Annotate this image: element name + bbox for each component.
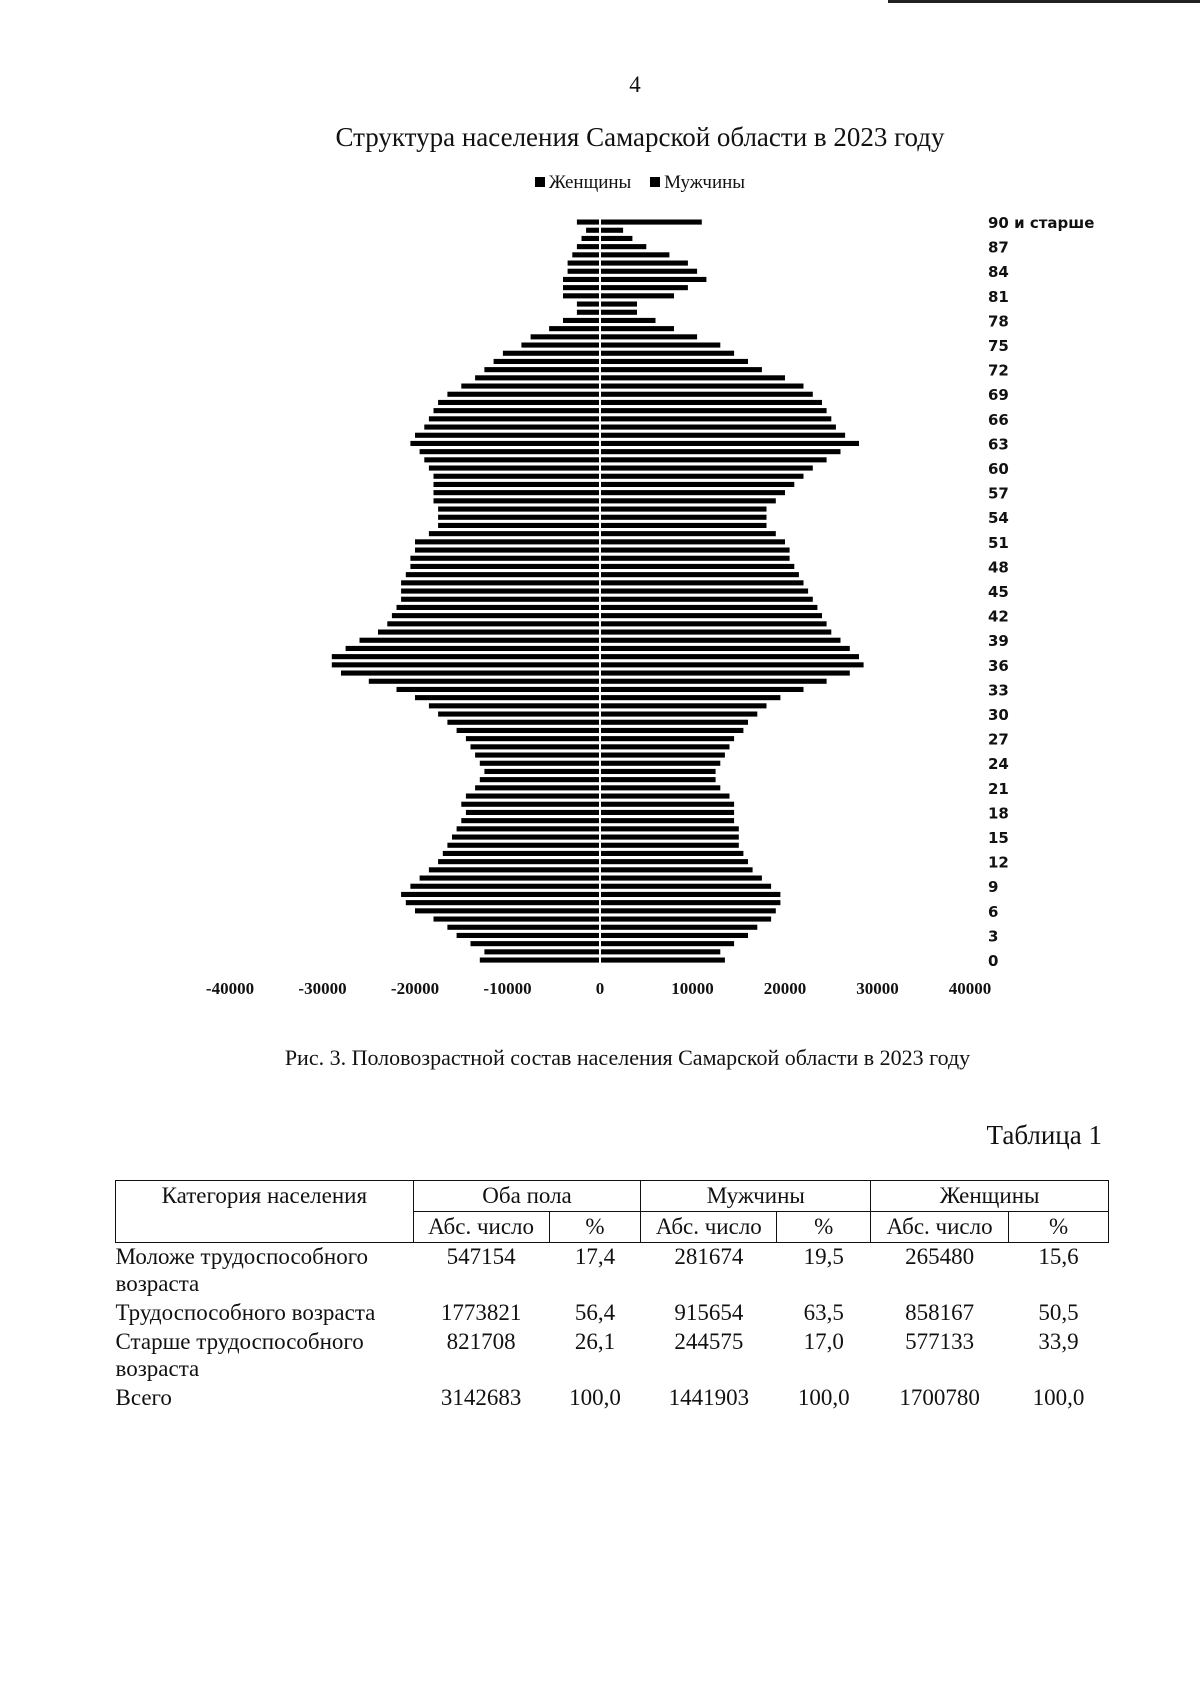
subheader-abs: Абс. число xyxy=(641,1212,777,1243)
bar-men xyxy=(600,613,822,618)
age-tick-label: 39 xyxy=(988,632,1009,651)
bar-women xyxy=(480,777,600,782)
cell-men-abs: 244575 xyxy=(674,1329,744,1354)
bar-men xyxy=(600,900,780,905)
subheader-pct: % xyxy=(549,1212,641,1243)
bar-women xyxy=(420,876,600,881)
cell-men-pct: 100,0 xyxy=(797,1385,850,1410)
cell-both-pct: 100,0 xyxy=(569,1385,621,1410)
bar-men xyxy=(600,671,850,676)
table-row xyxy=(116,1328,1109,1384)
age-tick-label: 3 xyxy=(988,927,999,946)
bar-men xyxy=(600,867,753,872)
cell-men-pct: 17,0 xyxy=(803,1329,844,1354)
cell-women-abs: 577133 xyxy=(905,1329,975,1354)
bar-men xyxy=(600,679,827,684)
bar-men xyxy=(600,818,734,823)
bar-women xyxy=(577,302,600,307)
bar-women xyxy=(480,958,600,963)
bar-women xyxy=(471,941,601,946)
cell-women-pct: 50,5 xyxy=(1038,1300,1079,1325)
bar-women xyxy=(582,236,601,241)
bar-men xyxy=(600,318,656,323)
bar-men xyxy=(600,810,734,815)
bar-men xyxy=(600,785,720,790)
bar-women xyxy=(461,384,600,389)
bar-women xyxy=(438,507,600,512)
table-header-row xyxy=(116,1181,1109,1212)
cell-women-abs: 1700780 xyxy=(899,1385,980,1410)
header-group-both: Оба пола xyxy=(413,1181,641,1212)
bar-men xyxy=(600,826,739,831)
age-tick-label: 63 xyxy=(988,435,1009,454)
age-tick-label: 15 xyxy=(988,829,1009,847)
bar-men xyxy=(600,572,799,577)
bar-women xyxy=(577,310,600,315)
age-tick-label: 75 xyxy=(988,337,1009,355)
bar-men xyxy=(600,302,637,307)
cell-both-abs: 3142683 xyxy=(440,1385,522,1410)
legend-label-men: Мужчины xyxy=(664,172,746,193)
bar-men xyxy=(600,507,767,512)
bar-men xyxy=(600,384,804,389)
bar-women xyxy=(475,375,600,380)
bar-women xyxy=(503,351,600,356)
bar-women xyxy=(415,539,600,544)
population-table xyxy=(115,1180,1109,1413)
bar-women xyxy=(563,293,600,298)
bar-women xyxy=(438,515,600,520)
bar-men xyxy=(600,515,767,520)
bar-men xyxy=(600,630,831,635)
table-row xyxy=(116,1384,1109,1413)
bar-women xyxy=(577,220,600,225)
bar-women xyxy=(484,949,600,954)
age-tick-label: 0 xyxy=(988,952,999,970)
bar-women xyxy=(410,556,600,561)
age-tick-label: 81 xyxy=(988,287,1009,306)
legend-label-women: Женщины xyxy=(548,172,632,193)
bar-women xyxy=(434,917,601,922)
header-group-women: Женщины xyxy=(871,1181,1109,1212)
bar-men xyxy=(600,580,804,585)
bar-men xyxy=(600,441,859,446)
row-name: Трудоспособного возраста xyxy=(115,1300,376,1325)
age-tick-label: 66 xyxy=(988,410,1009,429)
bar-men xyxy=(600,851,743,856)
age-tick-label: 30 xyxy=(988,706,1009,724)
age-tick-label: 87 xyxy=(988,238,1009,257)
row-name: Старше трудоспособного возраста xyxy=(115,1329,364,1381)
bar-women xyxy=(410,564,600,569)
age-tick-label: 84 xyxy=(988,263,1009,282)
bar-women xyxy=(360,638,601,643)
x-tick-label: 40000 xyxy=(948,979,992,998)
age-tick-label: 57 xyxy=(988,484,1009,503)
bar-men xyxy=(600,482,794,487)
header-category: Категория населения xyxy=(116,1181,414,1243)
bar-women xyxy=(415,908,600,913)
bar-men xyxy=(600,457,827,462)
age-tick-label: 48 xyxy=(988,558,1009,577)
cell-men-abs: 915654 xyxy=(674,1300,744,1325)
bar-women xyxy=(434,482,601,487)
bar-women xyxy=(369,679,600,684)
bar-women xyxy=(378,630,600,635)
bar-women xyxy=(424,425,600,430)
bar-men xyxy=(600,794,730,799)
bar-men xyxy=(600,449,841,454)
bar-women xyxy=(406,572,600,577)
bar-women xyxy=(447,843,600,848)
bar-women xyxy=(443,851,600,856)
bar-men xyxy=(600,498,776,503)
bar-men xyxy=(600,597,813,602)
x-tick-label: -40000 xyxy=(205,979,255,998)
bar-women xyxy=(434,498,601,503)
bar-men xyxy=(600,949,720,954)
bar-women xyxy=(494,359,600,364)
bar-women xyxy=(406,900,600,905)
bar-men xyxy=(600,310,637,315)
bar-men xyxy=(600,638,841,643)
cell-women-abs: 265480 xyxy=(905,1244,975,1269)
bar-men xyxy=(600,958,725,963)
chart-title: Структура населения Самарской области в 2023 году xyxy=(335,122,945,152)
bar-women xyxy=(401,597,600,602)
header-group-men: Мужчины xyxy=(641,1181,871,1212)
cell-both-pct: 26,1 xyxy=(574,1329,616,1354)
bar-men xyxy=(600,392,813,397)
age-tick-label: 12 xyxy=(988,853,1009,872)
bar-women xyxy=(475,785,600,790)
subheader-pct: % xyxy=(777,1212,871,1243)
bar-women xyxy=(387,621,600,626)
bar-women xyxy=(549,326,600,331)
bar-men xyxy=(600,917,771,922)
cell-men-abs: 1441903 xyxy=(668,1385,750,1410)
subheader-abs: Абс. число xyxy=(871,1212,1009,1243)
bar-men xyxy=(600,654,859,659)
x-tick-label: 10000 xyxy=(671,979,714,998)
bar-women xyxy=(346,646,600,651)
bar-men xyxy=(600,539,785,544)
bar-men xyxy=(600,343,720,348)
bar-men xyxy=(600,941,734,946)
bar-women xyxy=(466,736,600,741)
subheader-pct: % xyxy=(1009,1212,1109,1243)
bar-women xyxy=(452,835,600,840)
bar-women xyxy=(447,720,600,725)
x-tick-label: -30000 xyxy=(298,979,347,998)
bar-men xyxy=(600,687,804,692)
bar-men xyxy=(600,285,688,290)
bar-men xyxy=(600,662,864,667)
bar-women xyxy=(397,605,601,610)
bar-women xyxy=(429,466,600,471)
bar-men xyxy=(600,876,762,881)
bar-women xyxy=(434,474,601,479)
age-tick-label: 54 xyxy=(988,509,1009,528)
age-tick-label: 36 xyxy=(988,656,1009,675)
bar-men xyxy=(600,589,808,594)
bar-women xyxy=(341,671,600,676)
bar-men xyxy=(600,933,748,938)
bar-women xyxy=(577,244,600,249)
page-number: 4 xyxy=(629,72,641,97)
cell-men-pct: 63,5 xyxy=(803,1300,844,1325)
bar-men xyxy=(600,523,767,528)
bar-women xyxy=(461,818,600,823)
bar-women xyxy=(392,613,600,618)
bar-men xyxy=(600,744,730,749)
bar-women xyxy=(438,712,600,717)
bar-women xyxy=(563,285,600,290)
bar-men xyxy=(600,334,697,339)
bar-women xyxy=(563,277,600,282)
bar-women xyxy=(447,925,600,930)
bar-women xyxy=(568,261,600,266)
bar-men xyxy=(600,425,836,430)
bar-women xyxy=(415,695,600,700)
bar-men xyxy=(600,736,734,741)
bar-women xyxy=(420,449,600,454)
bar-men xyxy=(600,293,674,298)
age-tick-label: 27 xyxy=(988,730,1009,749)
bar-men xyxy=(600,375,785,380)
row-name: Моложе трудоспособного возраста xyxy=(115,1244,369,1296)
bar-men xyxy=(600,359,748,364)
bar-women xyxy=(434,490,601,495)
bar-men xyxy=(600,720,748,725)
bar-men xyxy=(600,728,743,733)
age-tick-label: 21 xyxy=(988,779,1009,798)
bar-men xyxy=(600,220,702,225)
age-tick-label: 90 и старше xyxy=(988,214,1095,232)
bar-men xyxy=(600,531,776,536)
bar-women xyxy=(332,662,600,667)
bar-men xyxy=(600,326,674,331)
cell-both-pct: 17,4 xyxy=(574,1244,616,1269)
bar-men xyxy=(600,244,646,249)
bar-women xyxy=(480,761,600,766)
bar-women xyxy=(568,269,600,274)
bar-men xyxy=(600,695,780,700)
bar-women xyxy=(457,728,600,733)
bar-men xyxy=(600,884,771,889)
x-tick-label: 30000 xyxy=(856,979,899,998)
bar-men xyxy=(600,843,739,848)
age-tick-label: 60 xyxy=(988,460,1009,478)
x-tick-label: 0 xyxy=(595,979,605,998)
bar-men xyxy=(600,802,734,807)
age-tick-label: 9 xyxy=(988,878,999,897)
bar-women xyxy=(410,441,600,446)
bar-men xyxy=(600,753,725,758)
age-tick-label: 78 xyxy=(988,312,1009,331)
bar-men xyxy=(600,703,767,708)
cell-men-abs: 281674 xyxy=(674,1244,744,1269)
bar-women xyxy=(424,457,600,462)
bar-men xyxy=(600,835,739,840)
bar-men xyxy=(600,859,748,864)
bar-women xyxy=(401,589,600,594)
bar-men xyxy=(600,646,850,651)
bar-men xyxy=(600,490,785,495)
bar-men xyxy=(600,416,831,421)
bar-men xyxy=(600,548,790,553)
bar-women xyxy=(434,408,601,413)
bar-women xyxy=(438,859,600,864)
bar-men xyxy=(600,761,720,766)
bar-women xyxy=(461,802,600,807)
cell-women-pct: 33,9 xyxy=(1038,1329,1079,1354)
cell-both-pct: 56,4 xyxy=(574,1300,616,1325)
cell-both-abs: 1773821 xyxy=(440,1300,522,1325)
bar-women xyxy=(475,753,600,758)
table-label: Таблица 1 xyxy=(986,1120,1102,1150)
bar-men xyxy=(600,433,845,438)
bar-men xyxy=(600,408,827,413)
bar-women xyxy=(457,826,600,831)
bar-women xyxy=(415,433,600,438)
bar-men xyxy=(600,228,623,233)
x-tick-label: -10000 xyxy=(483,979,532,998)
x-tick-label: -20000 xyxy=(390,979,440,998)
bar-women xyxy=(484,367,600,372)
bar-women xyxy=(332,654,600,659)
bar-women xyxy=(521,343,600,348)
bar-men xyxy=(600,605,817,610)
age-tick-label: 24 xyxy=(988,755,1009,774)
bar-women xyxy=(457,933,600,938)
bar-men xyxy=(600,892,780,897)
bar-women xyxy=(447,392,600,397)
x-tick-label: 20000 xyxy=(763,979,807,998)
cell-women-pct: 100,0 xyxy=(1032,1385,1085,1410)
bar-women xyxy=(531,334,600,339)
cell-women-abs: 858167 xyxy=(905,1300,975,1325)
bar-men xyxy=(600,261,688,266)
bar-women xyxy=(586,228,600,233)
bar-men xyxy=(600,474,804,479)
bar-women xyxy=(466,794,600,799)
bar-men xyxy=(600,466,813,471)
age-tick-label: 6 xyxy=(988,902,999,921)
cell-both-abs: 821708 xyxy=(446,1329,516,1354)
bar-women xyxy=(401,580,600,585)
bar-men xyxy=(600,564,794,569)
bar-men xyxy=(600,277,706,282)
bar-women xyxy=(410,884,600,889)
bar-women xyxy=(429,531,600,536)
bar-women xyxy=(429,416,600,421)
age-tick-label: 72 xyxy=(988,361,1009,380)
bar-women xyxy=(429,703,600,708)
bar-men xyxy=(600,769,716,774)
bar-men xyxy=(600,367,762,372)
bar-women xyxy=(438,523,600,528)
bar-men xyxy=(600,712,757,717)
cell-women-pct: 15,6 xyxy=(1038,1244,1079,1269)
bar-men xyxy=(600,925,757,930)
bar-women xyxy=(415,548,600,553)
age-tick-label: 51 xyxy=(988,533,1009,552)
bar-women xyxy=(401,892,600,897)
bar-men xyxy=(600,252,669,257)
bar-women xyxy=(563,318,600,323)
bar-women xyxy=(471,744,601,749)
subheader-abs: Абс. число xyxy=(413,1212,549,1243)
table-row xyxy=(116,1243,1109,1300)
bar-women xyxy=(484,769,600,774)
bar-men xyxy=(600,236,632,241)
row-name: Всего xyxy=(115,1385,172,1410)
bar-men xyxy=(600,400,822,405)
bar-women xyxy=(438,400,600,405)
bar-men xyxy=(600,908,776,913)
cell-men-pct: 19,5 xyxy=(803,1244,844,1269)
bar-men xyxy=(600,621,827,626)
bar-women xyxy=(397,687,601,692)
bar-men xyxy=(600,269,697,274)
table-row xyxy=(116,1299,1109,1328)
age-tick-label: 33 xyxy=(988,681,1009,700)
cell-both-abs: 547154 xyxy=(446,1244,516,1269)
bar-men xyxy=(600,351,734,356)
bar-women xyxy=(429,867,600,872)
bar-women xyxy=(466,810,600,815)
bar-men xyxy=(600,777,716,782)
bar-men xyxy=(600,556,790,561)
age-tick-label: 18 xyxy=(988,804,1009,823)
age-tick-label: 69 xyxy=(988,386,1009,405)
age-tick-label: 42 xyxy=(988,607,1009,626)
figure-caption: Рис. 3. Половозрастной состав населения Самарской области в 2023 году xyxy=(284,1045,971,1070)
age-tick-label: 45 xyxy=(988,583,1009,601)
bar-women xyxy=(572,252,600,257)
